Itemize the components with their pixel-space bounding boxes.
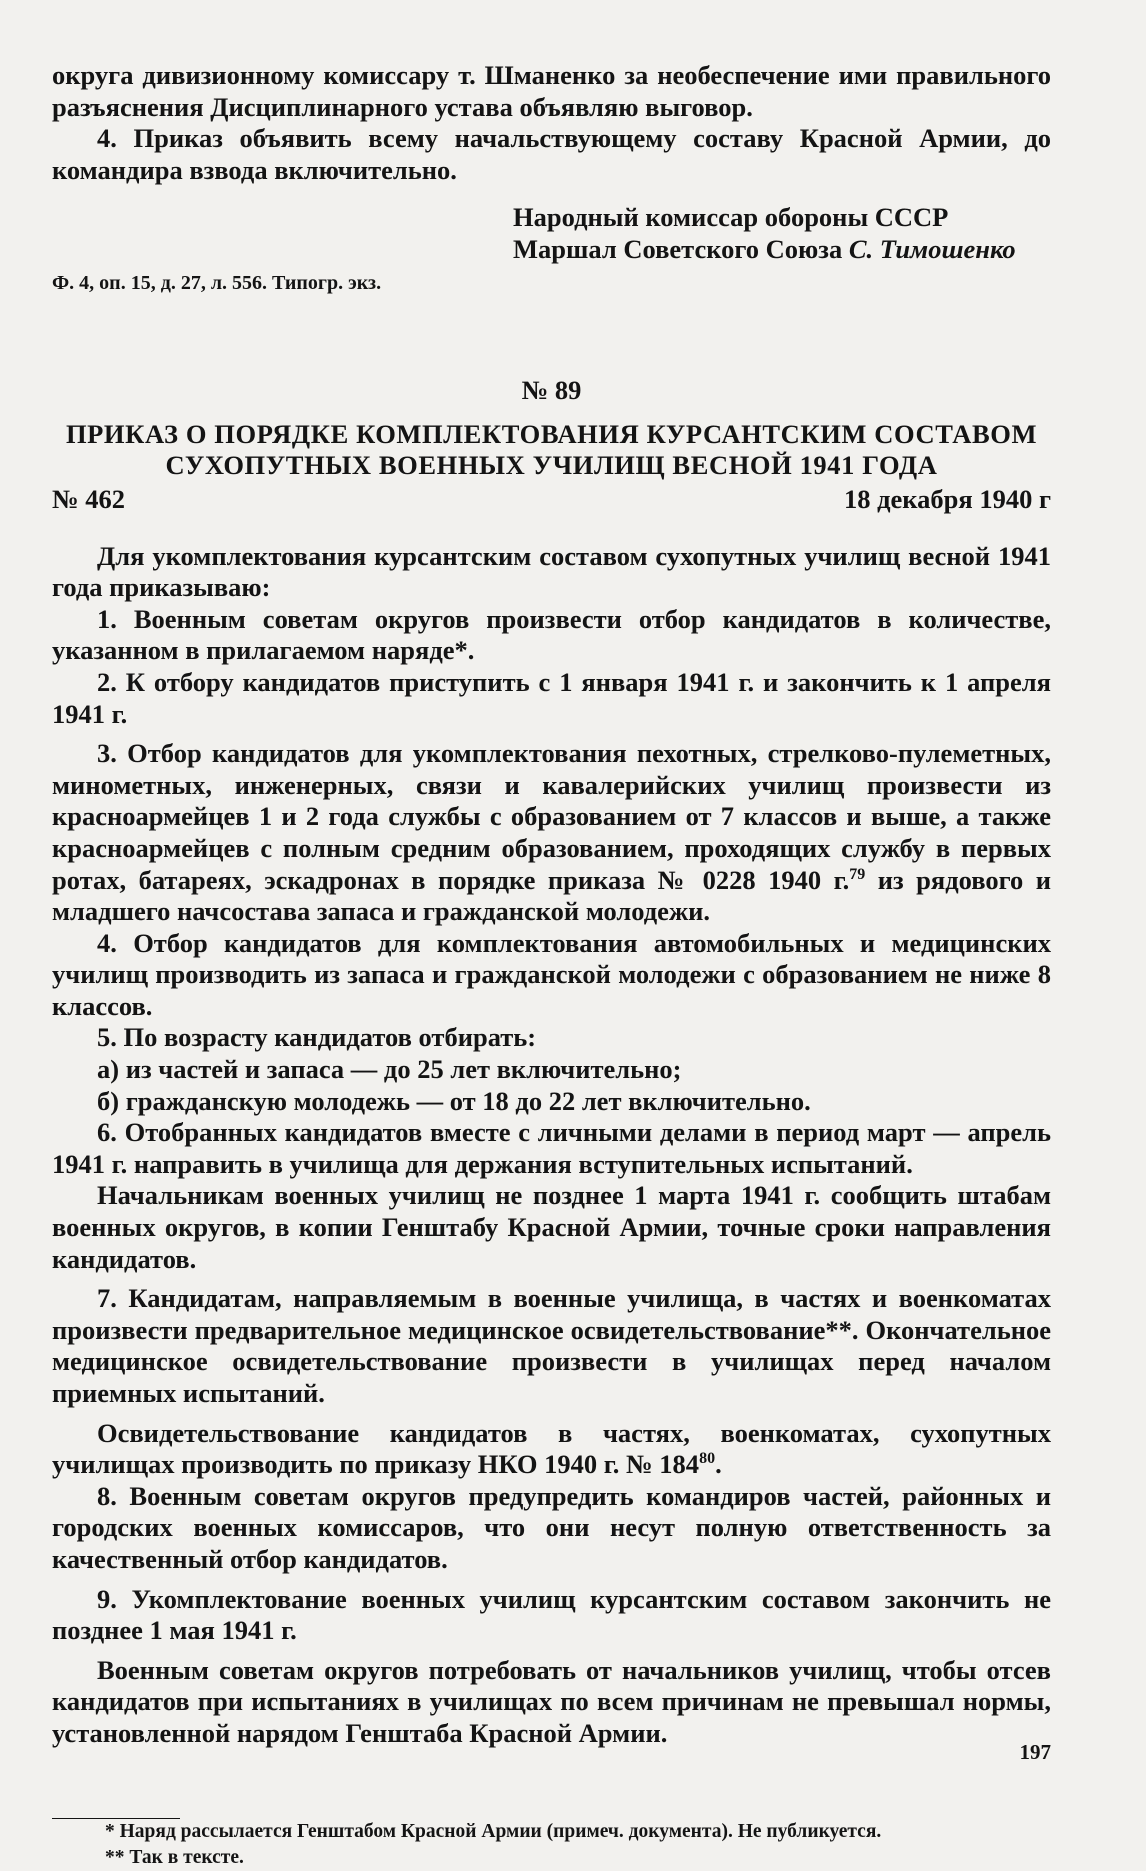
order-item-6: 6. Отобранных кандидатов вместе с личными делами в период март — апрель 1941 г. направить в училища для держания вступительных испытаний. xyxy=(52,1117,1051,1179)
order-number: № 462 xyxy=(52,483,126,514)
signature-title: Народный комиссар обороны СССР xyxy=(513,202,949,233)
signature-rank: Маршал Советского Союза С. Тимошенко xyxy=(513,233,1016,264)
order-item-8: 8. Военным советам округов предупредить командиров частей, районных и городских военных комиссаров, что они несут полную ответственность за качественный отбор кандидатов. xyxy=(52,1480,1051,1574)
order-item-4: 4. Отбор кандидатов для комплектования автомобильных и медицинских училищ производить из запаса и гражданской молодежи с образованием не ниже 8 классов. xyxy=(52,927,1051,1021)
order-item-9-continuation: Военным советам округов потребовать от начальников училищ, чтобы отсев кандидатов при испытаниях в училищах по всем причинам не превышал нормы, установленной нарядом Генштаба Красной Армии. xyxy=(52,1654,1051,1748)
order-item-6-continuation: Начальникам военных училищ не позднее 1 марта 1941 г. сообщить штабам военных округов, в копии Генштабу Красной Армии, точные сроки направления кандидатов. xyxy=(52,1180,1051,1274)
signature-name: С. Тимошенко xyxy=(848,233,1016,264)
paragraph-reprimand: округа дивизионному комиссару т. Шманенко за необеспечение ими правильного разъяснения Дисциплинарного устава объявляю выговор. xyxy=(52,60,1051,122)
endnote-ref-79: 79 xyxy=(849,865,866,883)
footnote-1: * Наряд рассылается Генштабом Красной Армии (примеч. документа). Не публикуется. xyxy=(105,1820,882,1842)
signature-block xyxy=(513,202,1051,265)
order-heading: ПРИКАЗ О ПОРЯДКЕ КОМПЛЕКТОВАНИЯ КУРСАНТСКИМ СОСТАВОМ СУХОПУТНЫХ ВОЕННЫХ УЧИЛИЩ ВЕСНОЙ 1941 ГОДА xyxy=(65,418,1038,480)
order-item-9: 9. Укомплектование военных училищ курсантским составом закончить не позднее 1 мая 1941 г. xyxy=(52,1583,1051,1646)
footnote-2: ** Так в тексте. xyxy=(105,1846,244,1868)
order-number-date-line xyxy=(52,484,1051,515)
order-item-7: 7. Кандидатам, направляемым в военные училища, в частях и военкоматах произвести предварительное медицинское освидетельствование**. Окончательное медицинское освидетельствование произвести в училищах перед началом приемных испытаний. xyxy=(52,1283,1051,1408)
order-item-1: 1. Военным советам округов произвести отбор кандидатов в количестве, указанном в прилагаемом наряде*. xyxy=(52,603,1051,666)
endnote-ref-80: 80 xyxy=(699,1450,716,1468)
order-date: 18 декабря 1940 г xyxy=(843,483,1051,514)
page-number: 197 xyxy=(1019,1740,1051,1764)
order-item-5a: а) из частей и запаса — до 25 лет включительно; xyxy=(97,1054,682,1085)
order-item-3: 3. Отбор кандидатов для укомплектования пехотных, стрелково-пулеметных, минометных, инженерных, связи и кавалерийских училищ произвести из красноармейцев 1 и 2 года службы с образованием от 7 классов и выше, а также красноармейцев с полным средним образованием, проходящих службу в первых ротах, батареях, эскадронах в порядке приказа № 0228 1940 г.$^{79}$ из рядового и младшего начсостава запаса и гражданской молодежи. xyxy=(52,738,1051,927)
order-intro: Для укомплектования курсантским составом сухопутных училищ весной 1941 года приказываю: xyxy=(52,540,1051,603)
order-item-2: 2. К отбору кандидатов приступить с 1 января 1941 г. и закончить к 1 апреля 1941 г. xyxy=(52,666,1051,729)
paragraph-announce-order: 4. Приказ объявить всему начальствующему составу Красной Армии, до командира взвода включительно. xyxy=(52,123,1051,185)
order-item-5b: б) гражданскую молодежь — от 18 до 22 лет включительно. xyxy=(97,1085,811,1116)
order-item-5: 5. По возрасту кандидатов отбирать: xyxy=(97,1022,537,1053)
document-number-title: № 89 xyxy=(521,374,582,405)
order-item-7-continuation: Освидетельствование кандидатов в частях, военкоматах, сухопутных училищах производить по приказу НКО 1940 г. № $184^{80}$. xyxy=(52,1417,1051,1480)
archive-source-reference: Ф. 4, оп. 15, д. 27, л. 556. Типогр. экз. xyxy=(52,271,382,294)
